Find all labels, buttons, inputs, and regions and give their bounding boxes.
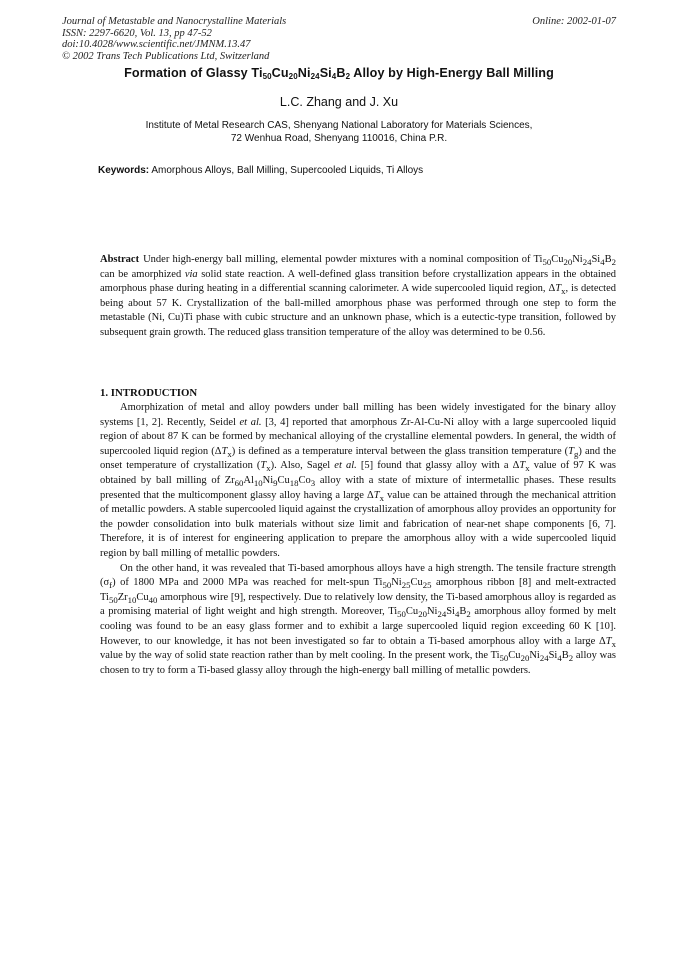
copyright-line: © 2002 Trans Tech Publications Ltd, Switzerland xyxy=(62,50,270,62)
abstract-label: Abstract xyxy=(100,254,140,265)
keywords-label: Keywords: xyxy=(98,165,150,176)
affiliation-line-2: 72 Wenhua Road, Shenyang 110016, China P.R. xyxy=(230,132,448,144)
keywords xyxy=(98,165,598,176)
doi-line: doi:10.4028/www.scientific.net/JMNM.13.47 xyxy=(62,39,251,50)
abstract-paragraph: Abstract Under high-energy ball milling, elemental powder mixtures with a nominal composition of $Ti_{50}Cu_{20}Ni_{24}Si_4B_2$ can be amorphized via solid state reaction. A well-defined glass transition before crystallization appears in the obtained amorphous phase during heating in a differential scanning calorimeter. A wide supercooled liquid region, $\Delta T_x$, is detected being about 57 K. Crystallization of the ball-milled amorphous phase was performed through one step to form the metastable (Ni, Cu)Ti phase with cubic structure and an unknown phase, which is a eutectic-type transition, followed by subsequent grain growth. The reduced glass transition temperature of the alloy was determined to be 0.56. xyxy=(100,254,617,338)
abstract xyxy=(100,253,616,341)
keywords-text: Amorphous Alloys, Ball Milling, Supercooled Liquids, Ti Alloys xyxy=(151,165,424,176)
introduction-section xyxy=(100,386,616,678)
journal-name: Journal of Metastable and Nanocrystalline Materials xyxy=(62,16,287,27)
online-date: Online: 2002-01-07 xyxy=(532,16,616,27)
intro-paragraph-1: Amorphization of metal and alloy powders under ball milling has been widely investigated for the binary alloy systems [1, 2]. Recently, Seidel et al. [3, 4] reported that amorphous Zr-Al-Cu-Ni alloy with a large supercooled liquid region of about 87 K can be formed by mechanical alloying of the crystalline elemental powders. In general, the width of supercooled liquid region $(\Delta T_x)$ is defined as a temperature interval between the glass transition temperature $(T_g)$ and the onset temperature of crystallization $(T_x)$. Also, Sagel et al. [5] found that glassy alloy with a $\Delta T_x$ value of 97 K was obtained by ball milling of $Zr_{60}Al_{10}Ni_9Cu_{18}Co_3$ alloy with a state of mixture of intermetallic phases. These results presented that the multicomponent glassy alloy having a large $\Delta T_x$ value can be attained through the mechanical attrition of metallic powders. A stable supercooled liquid against the crystallization of amorphous alloy provides an opportunity for the powder consolidation into bulk materials without size limit and fabrication of near-net shape components [6, 7]. Therefore, it is of interest for engineering application to prepare the amorphous alloy with a wide supercooled liquid region by ball milling of metallic powders. xyxy=(100,402,616,559)
journal-header xyxy=(62,16,616,62)
affiliation-line-1: Institute of Metal Research CAS, Shenyang National Laboratory for Materials Sciences, xyxy=(145,120,533,131)
intro-paragraph-2: On the other hand, it was revealed that Ti-based amorphous alloys have a high strength. The tensile fracture strength $(\sigma_f)$ of 1800 MPa and 2000 MPa was reached for melt-spun $Ti_{50}Ni_{25}Cu_{25}$ amorphous ribbon [8] and melt-extracted $Ti_{50}Zr_{10}Cu_{40}$ amorphous wire [9], respectively. Due to relatively low density, the Ti-based amorphous alloy is regarded as a promising material of light weight and high strength. Moreover, $Ti_{50}Cu_{20}Ni_{24}Si_4B_2$ amorphous alloy formed by melt cooling was found to be an easy glass former and to exhibit a large supercooled liquid region exceeding 60 K [10]. However, to our knowledge, it has not been investigated so far to obtain a Ti-based amorphous alloy with a large $\Delta T_x$ value by the way of solid state reaction rather than by melt cooling. In the present work, the $Ti_{50}Cu_{20}Ni_{24}Si_4B_2$ alloy was chosen to try to form a Ti-based glassy alloy through the high-energy ball milling of metallic powders. xyxy=(100,562,617,676)
authors: L.C. Zhang and J. Xu xyxy=(279,95,399,109)
issn-line: ISSN: 2297-6620, Vol. 13, pp 47-52 xyxy=(62,27,212,39)
section-heading: 1. INTRODUCTION xyxy=(100,387,198,399)
affiliation xyxy=(62,120,616,145)
paper-title: Formation of Glassy $Ti_{50}Cu_{20}Ni_{24}Si_4B_2$ Alloy by High-Energy Ball Milling xyxy=(124,66,554,81)
